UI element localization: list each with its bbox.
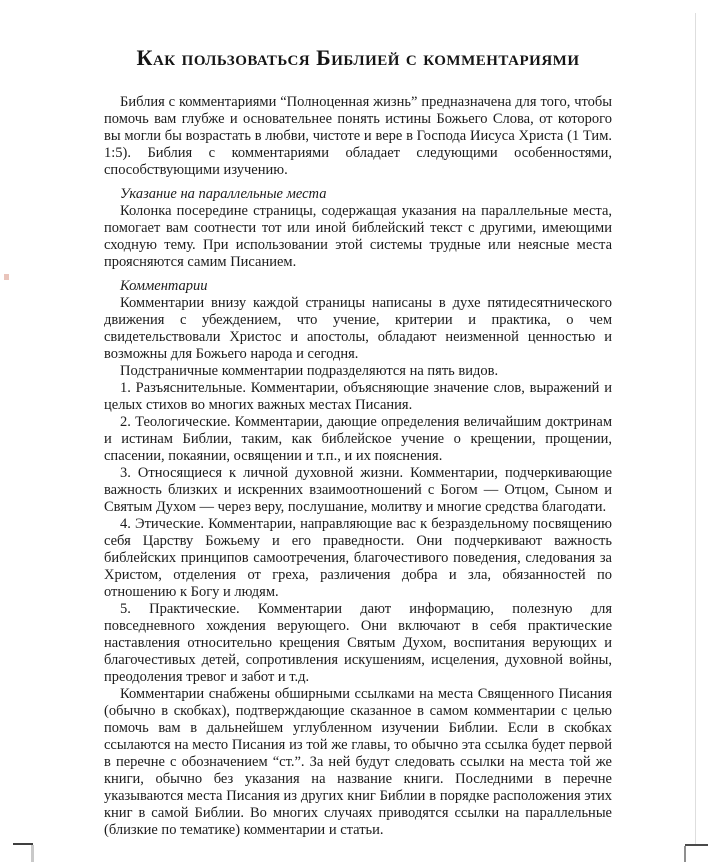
crop-mark-bottom-right-vertical	[684, 846, 686, 862]
text-block	[104, 44, 612, 839]
paragraph-kind-3-personal-spiritual: 3. Относящиеся к личной духовной жизни. Комментарии, подчеркивающие важность близких и искренних взаимоотношений с Богом — Отцом, Сыном и Святым Духом — через веру, послушание, молитву и многие средства благодати.	[104, 465, 612, 515]
paragraph-five-kinds: Подстраничные комментарии подразделяются на пять видов.	[120, 363, 499, 379]
crop-mark-bottom-right-horizontal	[685, 844, 708, 846]
paragraph-kind-1-explanatory: 1. Разъяснительные. Комментарии, объясняющие значение слов, выражений и целых стихов во многих важных местах Писания.	[104, 380, 612, 413]
paragraph-commentaries-spirit: Комментарии внизу каждой страницы написаны в духе пятидесятнического движения с убеждением, что учение, критерии и практика, о чем свидетельствовали Христос и апостолы, обладают неизменной ценностью и возможны для Божьего народа и сегодня.	[104, 295, 612, 362]
crop-mark-bottom-left-horizontal	[13, 843, 33, 845]
scan-artifact-speck	[4, 274, 9, 280]
paragraph-kind-2-theological: 2. Теологические. Комментарии, дающие определения величайшим доктринам и истинам Библии, таким, как библейское учение о крещении, прощении, спасении, покаянии, освящении и т.п., и их пояснения.	[104, 414, 612, 464]
paragraph-kind-5-practical: 5. Практические. Комментарии дают информацию, полезную для повседневного хождения верующего. Они включают в себя практические наставления относительно крещения Святым Духом, воспитания верующих и благочестивых детей, сопротивления искушениям, исцеления, духовной войны, преодоления тревог и забот и т.д.	[104, 601, 612, 685]
intro-paragraph: Библия с комментариями “Полноценная жизнь” предназначена для того, чтобы помочь вам глубже и основательнее понять истины Божьего Слова, от которого вы могли бы возрастать в любви, чистоте и вере в Господа Иисуса Христа (1 Тим. 1:5). Библия с комментариями обладает следующими особенностями, способствующими изучению.	[104, 94, 612, 178]
paragraph-kind-4-ethical: 4. Этические. Комментарии, направляющие вас к безраздельному посвящению себя Царству Божьему и его праведности. Они подчеркивают важность библейских принципов самоотречения, благочестивого поведения, следования за Христом, отделения от греха, различения добра и зла, обязанностей по отношению к Богу и людям.	[104, 516, 612, 600]
section-heading-commentaries: Комментарии	[120, 278, 208, 294]
page-edge-line	[695, 13, 696, 844]
paragraph-cross-references: Комментарии снабжены обширными ссылками на места Священного Писания (обычно в скобках), подтверждающие сказанное в самом комментарии с целью помочь вам в дальнейшем углубленном изучении Библии. Если в скобках ссылаются на место Писания из той же главы, то обычно эта ссылка будет первой в перечне с обозначением “ст.”. За ней будут следовать ссылки на места той же книги, обычно без указания на название книги. Последними в перечне указываются места Писания из других книг Библии в порядке расположения этих книг в самой Библии. Во многих случаях приводятся ссылки на параллельные (близкие по тематике) комментарии и статьи.	[104, 686, 612, 838]
paragraph-parallel-places: Колонка посередине страницы, содержащая указания на параллельные места, помогает вам соотнести тот или иной библейский текст с другими, имеющими сходную тему. При использовании этой системы трудные или неясные места проясняются самим Писанием.	[104, 203, 612, 270]
page-title: Как пользоваться Библией с комментариями	[136, 45, 580, 70]
section-heading-parallel-places: Указание на параллельные места	[120, 186, 327, 202]
crop-mark-bottom-left-vertical	[31, 845, 34, 862]
